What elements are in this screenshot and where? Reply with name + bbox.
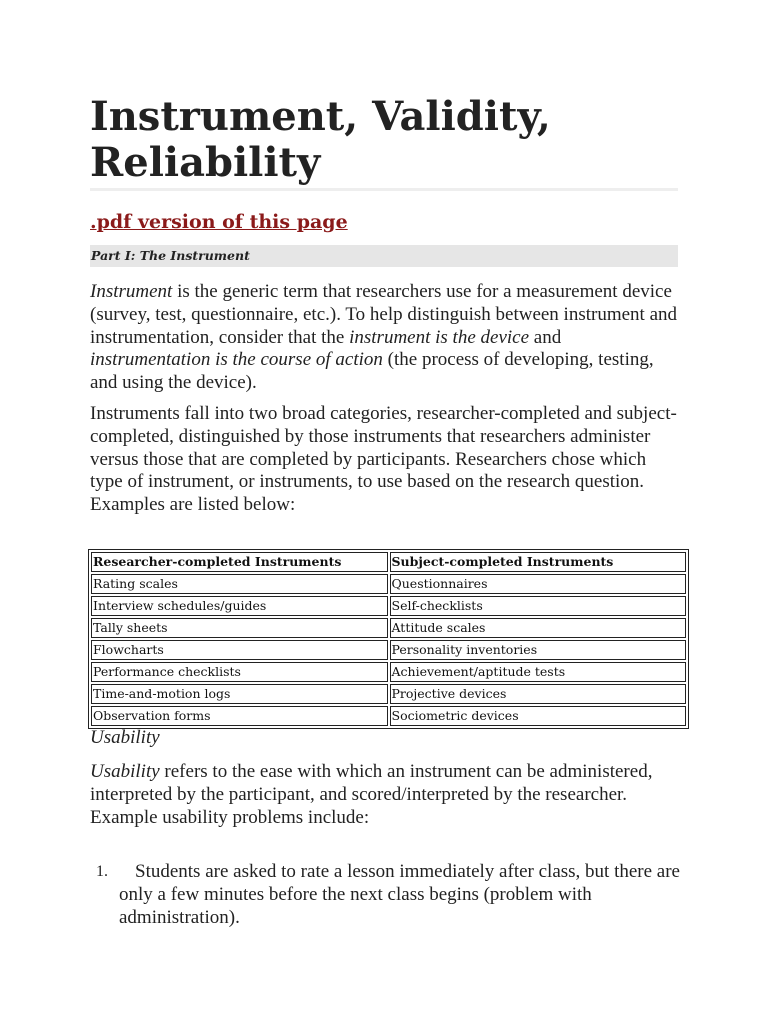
page-title-line-1: Instrument, Validity, [90,93,551,140]
table-cell: Flowcharts [91,640,388,660]
table-row [91,618,686,638]
table-cell: Performance checklists [91,662,388,682]
paragraph1-text-2: and [529,326,562,348]
paragraph1-text-1: is the generic term that researchers use for a measurement device (survey, test, questionnaire, etc.). To help distinguish between instrument and instrumentation, consider that the [90,281,678,348]
table-row [91,706,686,726]
usability-heading: Usability [90,727,160,748]
term-instrument: Instrument [90,281,173,302]
page-title-line-2: Reliability [90,139,321,186]
page-title [90,94,690,186]
list-item-number: 1. [96,863,108,880]
title-divider [90,188,678,191]
table-cell: Achievement/aptitude tests [390,662,687,682]
table-cell: Attitude scales [390,618,687,638]
table-cell: Sociometric devices [390,706,687,726]
table-row [91,662,686,682]
table-header-cell: Researcher-completed Instruments [91,552,388,572]
table-row [91,574,686,594]
table-cell: Interview schedules/guides [91,596,388,616]
table-row [91,596,686,616]
usability-paragraph-text: refers to the ease with which an instrument can be administered, interpreted by the participant, and scored/interpreted by the researcher. Example usability problems include: [90,761,653,828]
instrument-types-table [88,549,689,729]
table-cell: Rating scales [91,574,388,594]
table-header-row [91,552,686,572]
table-cell: Self-checklists [390,596,687,616]
usability-paragraph [90,761,682,829]
instrument-categories-paragraph: Instruments fall into two broad categories, researcher-completed and subject-completed, distinguished by those instruments that researchers administer versus those that are completed by participants. Researchers chose which type of instrument, or instruments, to use based on the research question. Examples are listed below: [90,403,677,516]
table-cell: Tally sheets [91,618,388,638]
table-header-cell: Subject-completed Instruments [390,552,687,572]
pdf-version-link[interactable]: .pdf version of this page [90,211,348,233]
list-item-text: Students are asked to rate a lesson immediately after class, but there are only a few minutes before the next class begins (problem with administration). [119,861,680,928]
term-usability: Usability [90,761,160,782]
paragraph1-text-3: (the process of developing, testing, and using the device). [90,349,654,394]
list-item [90,861,682,929]
table-row [91,640,686,660]
instrument-definition-paragraph [90,281,682,395]
table-cell: Time-and-motion logs [91,684,388,704]
table-cell: Questionnaires [390,574,687,594]
table-cell: Personality inventories [390,640,687,660]
part-heading: Part I: The Instrument [90,245,678,267]
term-instrumentation: instrumentation is the course of action [90,349,383,371]
table-cell: Observation forms [91,706,388,726]
usability-problems-list [90,861,682,929]
term-instrument-device: instrument is the device [349,326,530,348]
table-row [91,684,686,704]
table-cell: Projective devices [390,684,687,704]
